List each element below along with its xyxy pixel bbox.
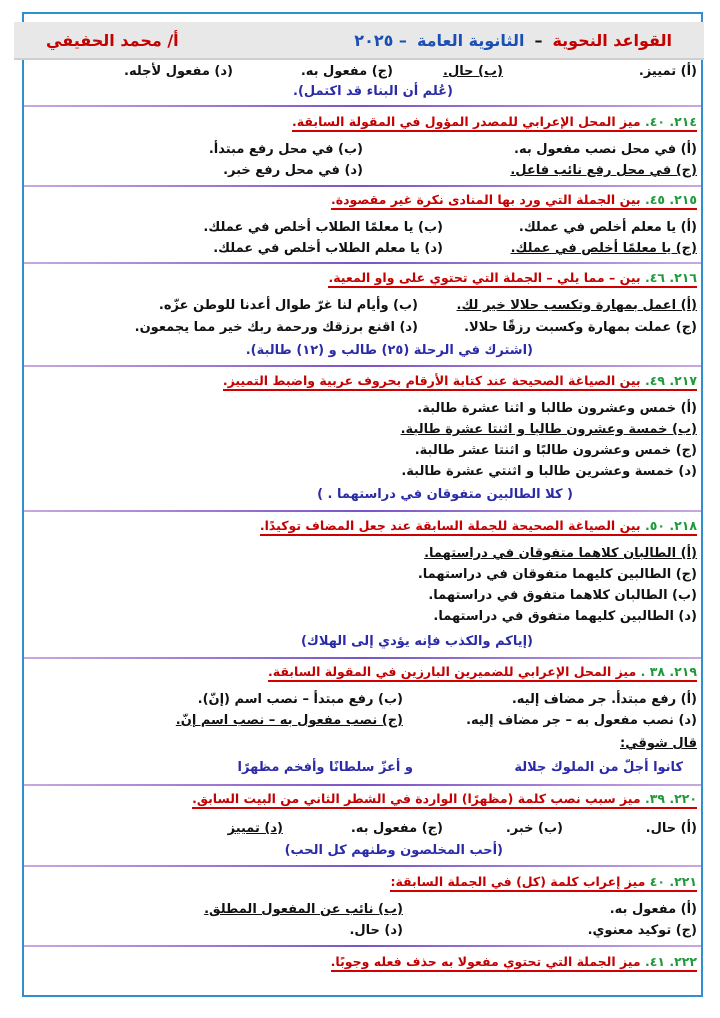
option-b: (ب) يا معلمًا الطلاب أخلص في عملك. [203,220,443,235]
header-teacher: أ/ محمد الحفيفي [46,30,179,50]
option-a: (أ) تمييز. [638,64,697,79]
question-text: ميز سبب نصب كلمة (مظهرًا) الواردة في الشطر الثاني من البيت السابق. [192,791,641,806]
context-sentence: ( كلا الطالبين متفوقان في دراستهما . ) [317,487,573,502]
option-c: (ج) مفعول به. [300,64,393,79]
question-number: ٢٢٠. ٣٩. [644,791,697,806]
question-216 [328,270,697,288]
option-c: (ج) في محل رفع نائب فاعل. [510,163,697,178]
verse-second-half: و أعزّ سلطانًا وأفخم مظهرًا [237,760,413,775]
header-grade: الثانوية العامة [416,30,525,50]
question-text: بين الصياغة الصحيحة للجملة السابقة عند جعل المضاف توكيدًا. [259,518,641,533]
option-c: (ج) يا معلمًا أخلص في عملك. [510,241,697,256]
option-d: (د) في محل رفع خبر. [223,163,363,178]
option-b: (ب) نائب عن المفعول المطلق. [204,902,403,917]
option-d: (د) الطالبين كليهما متفوق في دراستهما. [433,609,697,624]
question-219 [268,664,697,682]
question-text: ميز المحل الإعرابي للمصدر المؤول في المقولة السابقة. [292,114,641,129]
question-text: بين الجملة التي ورد بها المنادى نكرة غير مقصودة. [330,192,641,207]
question-222 [331,954,697,972]
option-c: (ج) خمس وعشرون طالبًا و اثنتا عشر طالبة. [414,443,697,458]
question-217 [223,373,697,391]
option-b: (ب) الطالبان كلاهما متفوق في دراستهما. [428,588,697,603]
question-number: ٢٢٢. ٤١. [644,954,697,969]
option-d: (د) مفعول لأجله. [124,64,233,79]
question-number: ٢١٧. ٤٩. [644,373,697,388]
context-sentence: (اشترك في الرحلة (٢٥) طالب و (١٢) طالبة). [245,343,533,358]
verse-first-half: كانوا أجلّ من الملوك جلالة [514,760,683,775]
separator [24,262,701,264]
context-sentence: (أحب المخلصون وطنهم كل الحب) [284,843,503,858]
option-d: (د) اقنع برزقك ورحمة ربك خير مما يجمعون. [134,320,418,335]
question-text: ميز الجملة التي تحتوي مفعولا به حذف فعله وجوبًا. [330,954,641,969]
question-number: ٢١٦. ٤٦. [644,270,697,285]
option-b: (ب) خمسة وعشرون طالبا و اثنتا عشرة طالبة. [400,422,697,437]
page-header [14,22,704,60]
option-a: (أ) رفع مبتدأ. جر مضاف إليه. [511,692,697,707]
question-text: بين الصياغة الصحيحة عند كتابة الأرقام بحروف عربية واضبط التمييز. [222,373,641,388]
question-number: ٢١٩. ٣٨ . [640,664,697,679]
option-b: (ب) حال. [443,64,503,79]
separator [24,365,701,367]
separator [24,510,701,512]
question-text: ميز المحل الإعرابي للضميرين البارزين في المقولة السابقة. [267,664,637,679]
question-218 [260,518,697,536]
header-year: ٢٠٢٥ – [354,30,407,50]
separator [24,865,701,867]
option-c: (ج) عملت بمهارة وكسبت رزقًا حلالا. [464,320,697,335]
option-c: (ج) مفعول به. [350,821,443,836]
separator [24,945,701,947]
question-text: بين – مما يلي – الجملة التي تحتوي على واو المعية. [328,270,641,285]
option-d: (د) يا معلم الطلاب أخلص في عملك. [213,241,443,256]
option-a: (أ) اعمل بمهارة وتكسب حلالا خير لك. [456,298,697,313]
option-c: (ج) الطالبين كليهما متفوقان في دراستهما. [417,567,697,582]
option-a: (أ) الطالبان كلاهما متفوقان في دراستهما. [424,546,697,561]
header-dash: – [534,30,543,50]
header-subject: القواعد النحوية [552,30,672,50]
question-221 [390,874,697,892]
separator [24,657,701,659]
question-214 [292,114,697,132]
question-number: ٢١٥. ٤٥. [644,192,697,207]
option-b: (ب) وأيام لنا غرّ طوال أعدنا للوطن عزّه. [158,298,418,313]
separator [24,784,701,786]
option-c: (ج) نصب مفعول به – نصب اسم إنّ. [175,713,403,728]
option-c: (ج) توكيد معنوي. [587,923,697,938]
context-sentence: (عُلم أن البناء قد اكتمل). [293,84,453,99]
question-220 [192,791,697,809]
option-a: (أ) خمس وعشرون طالبا و اثنا عشرة طالبة. [417,401,697,416]
option-a: (أ) يا معلم أخلص في عملك. [518,220,697,235]
option-d: (د) نصب مفعول به – جر مضاف إليه. [466,713,697,728]
option-a: (أ) في محل نصب مفعول به. [514,142,697,157]
option-a: (أ) مفعول به. [609,902,697,917]
separator [24,185,701,187]
question-number: ٢١٨. ٥٠. [644,518,697,533]
option-d: (د) تمييز [227,821,283,836]
context-sentence: (إياكم والكذب فإنه يؤدي إلى الهلاك) [300,634,533,649]
option-d: (د) خمسة وعشرين طالبا و اثنتي عشرة طالبة. [401,464,697,479]
option-a: (أ) حال. [645,821,697,836]
poet-label: قال شوقي: [620,736,697,751]
option-d: (د) حال. [349,923,403,938]
question-number: ٢١٤. ٤٠. [644,114,697,129]
question-215 [331,192,697,210]
option-b: (ب) رفع مبتدأ – نصب اسم (إنّ). [197,692,403,707]
option-b: (ب) في محل رفع مبتدأ. [208,142,363,157]
question-number: ٢٢١. ٤٠ [649,874,697,889]
question-text: ميز إعراب كلمة (كل) في الجملة السابقة: [390,874,646,889]
separator [24,105,701,107]
option-b: (ب) خبر. [505,821,563,836]
